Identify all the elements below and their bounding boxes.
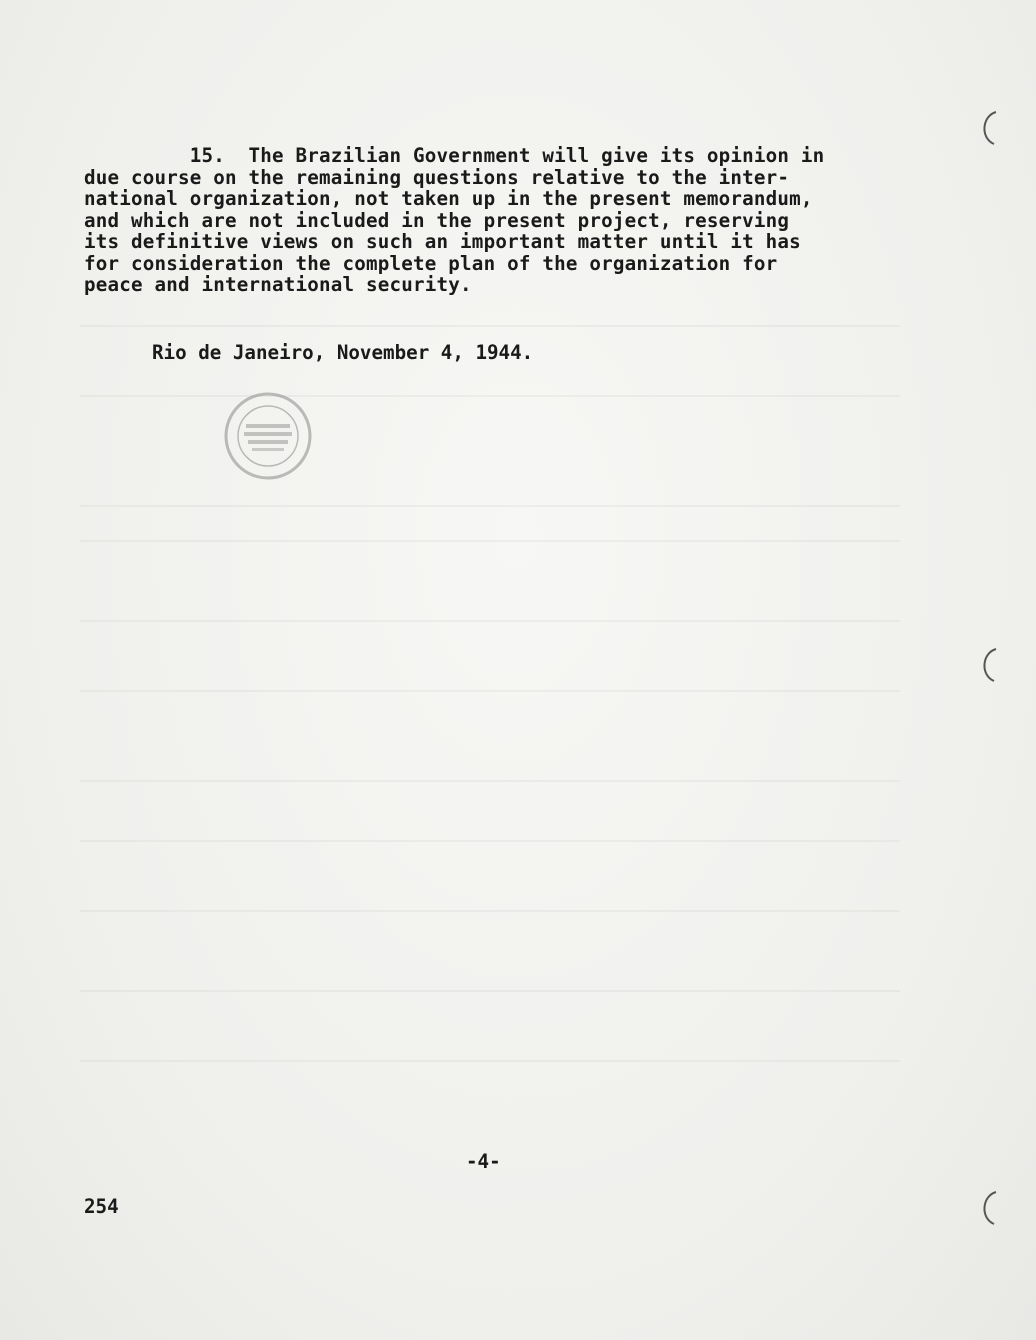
page-number: -4- — [466, 1150, 501, 1173]
binder-ring-mark-icon — [974, 645, 1000, 685]
paragraph-line: and which are not included in the present project, reserving — [84, 208, 790, 232]
bleed-through-line — [80, 540, 900, 542]
paragraph-line: due course on the remaining questions relative to the inter- — [84, 165, 790, 189]
bleed-through-line — [80, 780, 900, 782]
paragraph-line: for consideration the complete plan of the organization for — [84, 251, 778, 275]
bleed-through-line — [80, 325, 900, 327]
archive-number: 254 — [84, 1195, 119, 1218]
bleed-through-line — [80, 395, 900, 397]
paragraph-line: its definitive views on such an important matter until it has — [84, 230, 801, 253]
paragraph-line: peace and international security. — [84, 273, 472, 296]
paragraph-line: 15. The Brazilian Government will give its opinion in — [84, 144, 825, 167]
bleed-through-line — [80, 1060, 900, 1062]
bleed-through-line — [80, 910, 900, 912]
dateline: Rio de Janeiro, November 4, 1944. — [152, 341, 534, 364]
paragraph-15 — [84, 145, 904, 296]
bleed-through-line — [80, 620, 900, 622]
bleed-through-line — [80, 690, 900, 692]
binder-ring-mark-icon — [974, 1188, 1000, 1228]
paragraph-line: national organization, not taken up in the present memorandum, — [84, 187, 813, 210]
bleed-through-line — [80, 505, 900, 507]
library-seal-icon — [222, 390, 314, 482]
binder-ring-mark-icon — [974, 108, 1000, 148]
bleed-through-line — [80, 840, 900, 842]
bleed-through-line — [80, 990, 900, 992]
